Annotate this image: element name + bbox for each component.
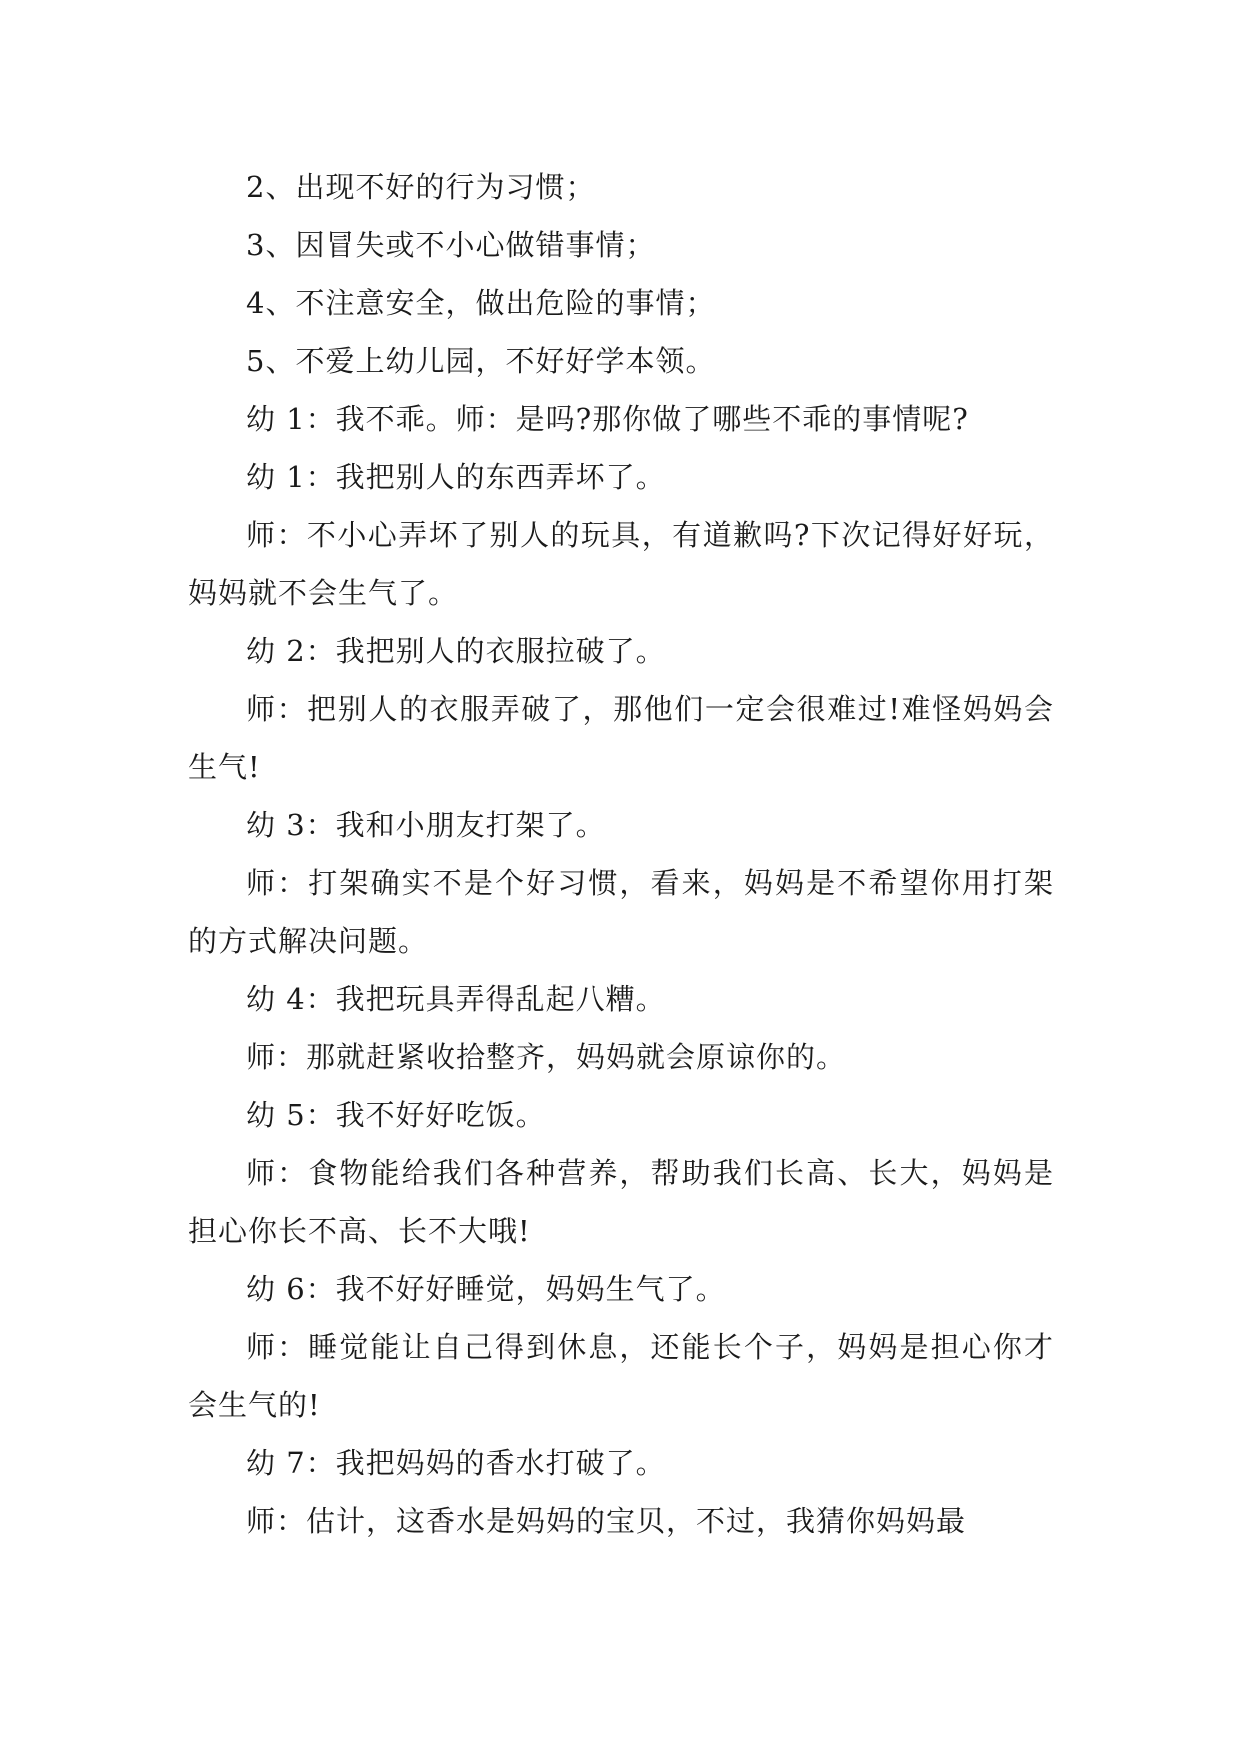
dialogue-teacher-1: 师：不小心弄坏了别人的玩具，有道歉吗?下次记得好好玩，妈妈就不会生气了。	[188, 518, 1054, 610]
dialogue-child-7: 幼 7：我把妈妈的香水打破了。	[246, 1446, 666, 1480]
dialogue-teacher-3: 师：打架确实不是个好习惯，看来，妈妈是不希望你用打架的方式解决问题。	[188, 866, 1054, 958]
paragraph-item-5: 5、不爱上幼儿园，不好好学本领。	[246, 344, 716, 378]
dialogue-child-5: 幼 5：我不好好吃饭。	[246, 1098, 546, 1132]
dialogue-child-4: 幼 4：我把玩具弄得乱起八糟。	[246, 982, 666, 1016]
dialogue-child-6: 幼 6：我不好好睡觉，妈妈生气了。	[246, 1272, 726, 1306]
dialogue-child-3: 幼 3：我和小朋友打架了。	[246, 808, 606, 842]
dialogue-child-1: 幼 1：我把别人的东西弄坏了。	[246, 460, 666, 494]
dialogue-teacher-7: 师：估计，这香水是妈妈的宝贝，不过，我猜你妈妈最	[246, 1504, 967, 1538]
dialogue-child-2: 幼 2：我把别人的衣服拉破了。	[246, 634, 666, 668]
paragraph-item-4: 4、不注意安全，做出危险的事情；	[246, 286, 716, 320]
paragraph-item-3: 3、因冒失或不小心做错事情；	[246, 228, 656, 262]
dialogue-teacher-5: 师：食物能给我们各种营养，帮助我们长高、长大，妈妈是担心你长不高、长不大哦!	[188, 1156, 1054, 1248]
dialogue-teacher-2: 师：把别人的衣服弄破了，那他们一定会很难过!难怪妈妈会生气!	[188, 692, 1054, 784]
document-body	[188, 158, 1054, 1550]
dialogue-teacher-4: 师：那就赶紧收拾整齐，妈妈就会原谅你的。	[246, 1040, 847, 1074]
dialogue-child-1-teacher: 幼 1：我不乖。师：是吗?那你做了哪些不乖的事情呢?	[246, 402, 969, 436]
dialogue-teacher-6: 师：睡觉能让自己得到休息，还能长个子，妈妈是担心你才会生气的!	[188, 1330, 1054, 1422]
paragraph-item-2: 2、出现不好的行为习惯；	[246, 170, 596, 204]
